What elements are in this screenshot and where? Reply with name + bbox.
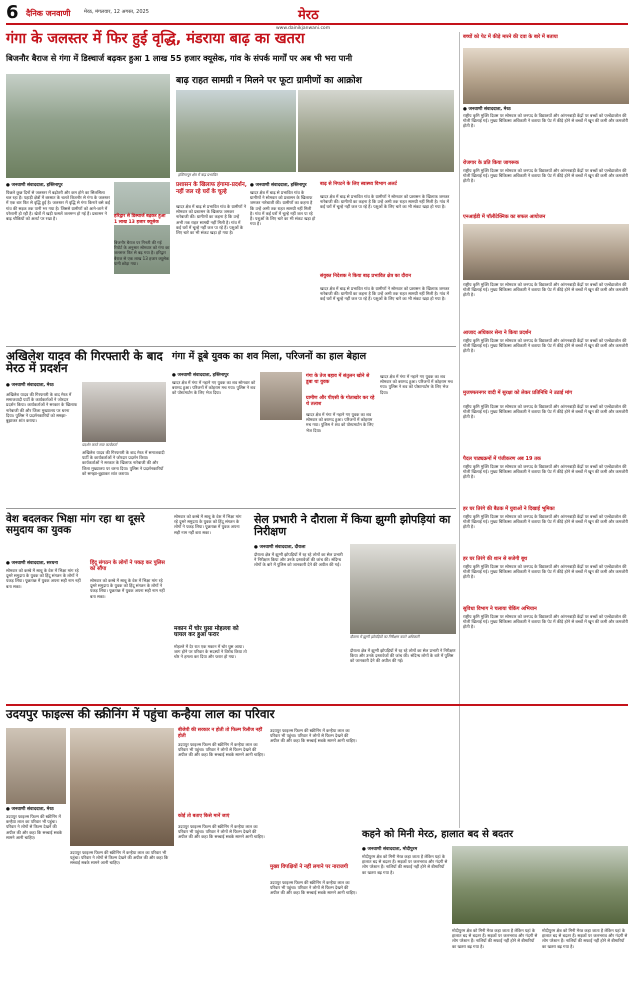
lead-body: पिछले कुछ दिनों से जलस्तर में बढ़ोतरी और कम होने का सिलसिला चल रहा है। पहाड़ी क्षेत्रों में बरसात के चलते बिजनौर से गंगा के जलस्तर में एक बार फिर से वृद्धि हुई है। जलस्तर में वृद्धि से गंगा किनारे बसे कई गांव की सड़क तक पानी भर गया है। जिससे ग्रामीणों को आने-जाने में परेशानी हो रही है। खेतों में खड़ी फसलें जलमग्न हो गई हैं। प्रशासन ने बाढ़ चौकियों को अलर्ट पर रखा है। <box>6 190 110 222</box>
relief-sub1: प्रशासन के खिलाफ हंगामा-प्रदर्शन, नहीं जल रहे घरों के चूल्हे <box>176 182 247 195</box>
right-sub2-body: राष्ट्रीय कृमि मुक्ति दिवस पर सोमवार को जनपद के विद्यालयों और आंगनबाड़ी केंद्रों पर बच्चों को एल्बेंडाजोल की गोली खिलाई गई। मुख्य चिकित्सा अधिकारी ने बताया कि पेट में कीड़े होने से बच्चों में खून की कमी और कमजोरी होती है। <box>463 282 628 298</box>
akhilesh-body-2: अखिलेश यादव की गिरफ्तारी के बाद मेरठ में समाजवादी पार्टी के कार्यकर्ताओं ने जोरदार प्रदर्शन किया। कार्यकर्ताओं ने सरकार के खिलाफ नारेबाजी की और जिला मुख्यालय पर धरना दिया। पुलिस ने प्रदर्शनकारियों को समझा-बुझाकर शांत कराया। <box>82 450 165 476</box>
relief-byline: ● जनवाणी संवाददाता, हस्तिनापुर <box>250 183 307 188</box>
relief-body-2: खादर क्षेत्र में बाढ़ से प्रभावित गांव के ग्रामीणों ने सोमवार को प्रशासन के खिलाफ जमकर नारेबाजी की। ग्रामीणों का कहना है कि उन्हें अभी तक राहत सामग्री नहीं मिली है। गांव में कई घरों में चूल्हे नहीं जल पा रहे हैं। पशुओं के लिए चारे का भी संकट खड़ा हो गया है। <box>176 204 246 236</box>
house-body: मोहल्ले में देर रात एक मकान में चोर घुस आया। जाग होने पर परिवार के सदस्यों ने विरोध किया तो चोर ने हमला कर दिया और फरार हो गया। <box>174 644 247 660</box>
sector-headline: सेल प्रभारी ने दौराला में किया झुग्गी झोपड़ियां का निरीक्षण <box>254 513 451 538</box>
right-sub2-photo <box>463 224 629 280</box>
right-sub6: हर घर तिरंगे की बैठक में युवाओं ने दिखाई भूमिका <box>463 506 555 512</box>
drowned-body-3: खादर क्षेत्र में गंगा में नहाने गए युवक का शव सोमवार को बरामद हुआ। परिजनों में कोहराम मच गया। पुलिस ने शव को पोस्टमार्टम के लिए भेज दिया। <box>380 374 453 395</box>
drowned-byline: ● जनवाणी संवाददाता, हस्तिनापुर <box>172 373 229 378</box>
relief-photo <box>176 90 296 172</box>
right-sub5-body: राष्ट्रीय कृमि मुक्ति दिवस पर सोमवार को जनपद के विद्यालयों और आंगनबाड़ी केंद्रों पर बच्चों को एल्बेंडाजोल की गोली खिलाई गई। मुख्य चिकित्सा अधिकारी ने बताया कि पेट में कीड़े होने से बच्चों में खून की कमी और कमजोरी होती है। <box>463 464 628 480</box>
masthead-rule <box>6 23 628 25</box>
udaipur-sub1: बीजेपी की सरकार न होती तो फिल्म रिलीज नहीं होती <box>178 728 263 739</box>
right-top-byline: ● जनवाणी संवाददाता, मेरठ <box>463 107 511 112</box>
mid-rule-1 <box>6 346 456 347</box>
disguise-byline: ● जनवाणी संवाददाता, सरधना <box>6 561 58 566</box>
udaipur-body-5: उदयपुर फाइल्स फिल्म की स्क्रीनिंग में कन्हैया लाल का परिवार भी पहुंचा। परिवार ने लोगों से फिल्म देखने की अपील की और कहा कि सच्चाई सबके सामने आनी चाहिए। <box>270 728 357 744</box>
right-sub7-body: राष्ट्रीय कृमि मुक्ति दिवस पर सोमवार को जनपद के विद्यालयों और आंगनबाड़ी केंद्रों पर बच्चों को एल्बेंडाजोल की गोली खिलाई गई। मुख्य चिकित्सा अधिकारी ने बताया कि पेट में कीड़े होने से बच्चों में खून की कमी और कमजोरी होती है। <box>463 564 628 580</box>
right-sub7: हर घर तिरंगे की शान से सजेगी बूथ <box>463 556 528 562</box>
disguise-headline: वेश बदलकर भिक्षा मांग रहा था दूसरे समुदाय का युवक <box>6 513 145 536</box>
relief-sub3: संयुक्त निदेशक ने किया बाढ़ प्रभावित क्षेत्र का दौरान <box>320 274 412 279</box>
right-sub1: रोजगार के प्रति किया जागरूक <box>463 160 519 166</box>
disguise-sub1: हिंदू संगठन के लोगों ने पकड़ कर पुलिस को सौंपा <box>90 560 165 573</box>
disguise-body-3: सोमवार को कस्बे में साधु के वेश में भिक्षा मांग रहे दूसरे समुदाय के युवक को हिंदू संगठन के लोगों ने पकड़ लिया। पूछताछ में युवक अपना सही नाम नहीं बता सका। <box>174 514 242 535</box>
drowned-body-2: खादर क्षेत्र में गंगा में नहाने गए युवक का शव सोमवार को बरामद हुआ। परिजनों में कोहराम मच गया। पुलिस ने शव को पोस्टमार्टम के लिए भेज दिया। <box>306 412 374 433</box>
sector-body: दौराला क्षेत्र में झुग्गी झोपड़ियों में रह रहे लोगों का सेल प्रभारी ने निरीक्षण किया और उनके दस्तावेजों की जांच की। संदिग्ध लोगों के बारे में पुलिस को जानकारी देने की अपील की गई। <box>254 552 343 568</box>
relief-photo-caption: हस्तिनापुर क्षेत्र में बाढ़ प्रभावित <box>178 173 218 177</box>
sector-photo-caption: दौराला में झुग्गी झोपड़ियों का निरीक्षण करते अधिकारी <box>350 635 420 639</box>
lead-box-body: बिजनौर बैराज पर गिनती की गई रिपोर्ट के अनुसार सोमवार को गंगा का जलस्तर फिर से बढ़ गया है। हरिद्वार बैराज से एक लाख 13 हजार क्यूसेक पानी छोड़ा गया। <box>114 240 170 266</box>
right-sub6-body: राष्ट्रीय कृमि मुक्ति दिवस पर सोमवार को जनपद के विद्यालयों और आंगनबाड़ी केंद्रों पर बच्चों को एल्बेंडाजोल की गोली खिलाई गई। मुख्य चिकित्सा अधिकारी ने बताया कि पेट में कीड़े होने से बच्चों में खून की कमी और कमजोरी होती है। <box>463 514 628 530</box>
city-body-3: मोदीपुरम क्षेत्र को मिनी मेरठ कहा जाता है लेकिन यहां के हालात बद से बदतर हैं। सड़कों पर जलभराव और गंदगी से लोग परेशान हैं। नालियों की सफाई नहीं होने से बीमारियों का खतरा बढ़ गया है। <box>542 928 628 949</box>
sector-body-2: दौराला क्षेत्र में झुग्गी झोपड़ियों में रह रहे लोगों का सेल प्रभारी ने निरीक्षण किया और उनके दस्तावेजों की जांच की। संदिग्ध लोगों के बारे में पुलिस को जानकारी देने की अपील की गई। <box>350 648 456 664</box>
lead-headline: गंगा के जलस्तर में फिर हुई वृद्धि, मंडराया बाढ़ का खतरा <box>6 31 305 47</box>
lead-box-head: हरिद्वार से डिस्चार्ज बढ़कर हुआ 1 लाख 13 हजार क्यूसेक <box>114 214 170 225</box>
right-sub3: आजाद अधिकार सेना ने किया प्रदर्शन <box>463 330 532 336</box>
udaipur-byline: ● जनवाणी संवाददाता, मेरठ <box>6 807 54 812</box>
masthead <box>6 2 628 31</box>
drowned-sub1: गंगा के तेज बहाव में संतुलन खोने से डूबा था युवक <box>306 374 370 385</box>
section-title: मेरठ <box>298 8 319 23</box>
udaipur-body: उदयपुर फाइल्स फिल्म की स्क्रीनिंग में कन्हैया लाल का परिवार भी पहुंचा। परिवार ने लोगों से फिल्म देखने की अपील की और कहा कि सच्चाई सबके सामने आनी चाहिए। <box>6 814 62 840</box>
akhilesh-photo <box>82 382 166 442</box>
udaipur-body-2: उदयपुर फाइल्स फिल्म की स्क्रीनिंग में कन्हैया लाल का परिवार भी पहुंचा। परिवार ने लोगों से फिल्म देखने की अपील की और कहा कि सच्चाई सबके सामने आनी चाहिए। <box>70 850 169 866</box>
udaipur-body-3: उदयपुर फाइल्स फिल्म की स्क्रीनिंग में कन्हैया लाल का परिवार भी पहुंचा। परिवार ने लोगों से फिल्म देखने की अपील की और कहा कि सच्चाई सबके सामने आनी चाहिए। <box>178 742 265 758</box>
relief-sub2: बाढ़ से निपटने के लिए स्वास्थ्य विभाग अलर्ट <box>320 182 397 187</box>
city-headline: कहने को मिनी मेरठ, हालात बद से बदतर <box>362 830 628 841</box>
right-sub4: मुजफ्फरनगर वादी में सुरक्षा को लेकर प्रतिनिधि ने उठाई मांग <box>463 390 573 396</box>
relief-sub3-body: खादर क्षेत्र में बाढ़ से प्रभावित गांव के ग्रामीणों ने सोमवार को प्रशासन के खिलाफ जमकर नारेबाजी की। ग्रामीणों का कहना है कि उन्हें अभी तक राहत सामग्री नहीं मिली है। गांव में कई घरों में चूल्हे नहीं जल पा रहे हैं। पशुओं के लिए चारे का भी संकट खड़ा हो गया है। <box>320 286 450 302</box>
city-byline: ● जनवाणी संवाददाता, मोदीपुरम <box>362 847 418 852</box>
udaipur-sub3: कोई तो बताए किसे मानें जाएं <box>178 814 230 819</box>
lead-byline: ● जनवाणी संवाददाता, हस्तिनापुर <box>6 183 63 188</box>
relief-body: खादर क्षेत्र में बाढ़ से प्रभावित गांव के ग्रामीणों ने सोमवार को प्रशासन के खिलाफ जमकर नारेबाजी की। ग्रामीणों का कहना है कि उन्हें अभी तक राहत सामग्री नहीं मिली है। गांव में कई घरों में चूल्हे नहीं जल पा रहे हैं। पशुओं के लिए चारे का भी संकट खड़ा हो गया है। <box>250 190 316 227</box>
disguise-body: सोमवार को कस्बे में साधु के वेश में भिक्षा मांग रहे दूसरे समुदाय के युवक को हिंदू संगठन के लोगों ने पकड़ लिया। पूछताछ में युवक अपना सही नाम नहीं बता सका। <box>6 568 81 589</box>
relief-sub2-body: खादर क्षेत्र में बाढ़ से प्रभावित गांव के ग्रामीणों ने सोमवार को प्रशासन के खिलाफ जमकर नारेबाजी की। ग्रामीणों का कहना है कि उन्हें अभी तक राहत सामग्री नहीं मिली है। गांव में कई घरों में चूल्हे नहीं जल पा रहे हैं। पशुओं के लिए चारे का भी संकट खड़ा हो गया है। <box>320 194 450 210</box>
right-top-headline: बच्चों को पेट में कीड़े मारने की दवा के बारे में बताया <box>463 34 558 40</box>
drowned-photo <box>260 372 302 420</box>
right-sub3-body: राष्ट्रीय कृमि मुक्ति दिवस पर सोमवार को जनपद के विद्यालयों और आंगनबाड़ी केंद्रों पर बच्चों को एल्बेंडाजोल की गोली खिलाई गई। मुख्य चिकित्सा अधिकारी ने बताया कि पेट में कीड़े होने से बच्चों में खून की कमी और कमजोरी होती है। <box>463 338 628 354</box>
flood-photo-1 <box>6 74 170 178</box>
right-top-photo <box>463 48 629 104</box>
page-number: 6 <box>6 2 19 23</box>
sector-byline: ● जनवाणी संवाददाता, दौराला <box>254 545 306 550</box>
house-headline: मकान में चोर घुसा मोहल्ला को घायल कर हुआ फरार <box>174 626 239 639</box>
sector-photo <box>350 544 456 634</box>
akhilesh-headline: अखिलेश यादव की गिरफ्तारी के बाद मेरठ में प्रदर्शन <box>6 349 163 376</box>
right-sub8-body: राष्ट्रीय कृमि मुक्ति दिवस पर सोमवार को जनपद के विद्यालयों और आंगनबाड़ी केंद्रों पर बच्चों को एल्बेंडाजोल की गोली खिलाई गई। मुख्य चिकित्सा अधिकारी ने बताया कि पेट में कीड़े होने से बच्चों में खून की कमी और कमजोरी होती है। <box>463 614 628 630</box>
city-photo <box>452 846 628 924</box>
akhilesh-photo-caption: प्रदर्शन करते सपा कार्यकर्ता <box>82 443 118 447</box>
right-col-divider <box>459 32 460 828</box>
bottom-rule <box>6 704 628 706</box>
udaipur-headline: उदयपुर फाइल्स की स्क्रीनिंग में पहुंचा कन्हैया लाल का परिवार <box>6 707 275 721</box>
udaipur-body-6: उदयपुर फाइल्स फिल्म की स्क्रीनिंग में कन्हैया लाल का परिवार भी पहुंचा। परिवार ने लोगों से फिल्म देखने की अपील की और कहा कि सच्चाई सबके सामने आनी चाहिए। <box>270 880 357 896</box>
right-top-body: राष्ट्रीय कृमि मुक्ति दिवस पर सोमवार को जनपद के विद्यालयों और आंगनबाड़ी केंद्रों पर बच्चों को एल्बेंडाजोल की गोली खिलाई गई। मुख्य चिकित्सा अधिकारी ने बताया कि पेट में कीड़े होने से बच्चों में खून की कमी और कमजोरी होती है। <box>463 113 628 129</box>
drowned-headline: गंगा में डूबे युवक का शव मिला, परिजनों का हाल बेहाल <box>172 351 367 362</box>
drowned-body: खादर क्षेत्र में गंगा में नहाने गए युवक का शव सोमवार को बरामद हुआ। परिजनों में कोहराम मच गया। पुलिस ने शव को पोस्टमार्टम के लिए भेज दिया। <box>172 380 256 396</box>
akhilesh-byline: ● जनवाणी संवाददाता, मेरठ <box>6 383 54 388</box>
place-date: मेरठ, मंगलवार, 12 अगस्त, 2025 <box>84 9 149 15</box>
relief-photo-2 <box>298 90 454 172</box>
paper-name: दैनिक जनवाणी <box>26 9 71 18</box>
drowned-sub2: ग्रामीण और पीएसी के गोताखोर कर रहे थे तलाश <box>306 396 375 407</box>
mid-rule-2 <box>6 508 456 509</box>
right-sub1-body: राष्ट्रीय कृमि मुक्ति दिवस पर सोमवार को जनपद के विद्यालयों और आंगनबाड़ी केंद्रों पर बच्चों को एल्बेंडाजोल की गोली खिलाई गई। मुख्य चिकित्सा अधिकारी ने बताया कि पेट में कीड़े होने से बच्चों में खून की कमी और कमजोरी होती है। <box>463 168 628 184</box>
right-sub2: एनआईडी में पॉलीटेक्निक का सफल आयोजन <box>463 214 546 220</box>
right-sub8: सुविधा विभाग ने चलाया चेकिंग अभियान <box>463 606 537 612</box>
city-body: मोदीपुरम क्षेत्र को मिनी मेरठ कहा जाता है लेकिन यहां के हालात बद से बदतर हैं। सड़कों पर जलभराव और गंदगी से लोग परेशान हैं। नालियों की सफाई नहीं होने से बीमारियों का खतरा बढ़ गया है। <box>362 854 448 875</box>
right-sub5: पैदल पाठ्यक्रमों में पंजीकरण अब 19 तक <box>463 456 541 462</box>
city-body-2: मोदीपुरम क्षेत्र को मिनी मेरठ कहा जाता है लेकिन यहां के हालात बद से बदतर हैं। सड़कों पर जलभराव और गंदगी से लोग परेशान हैं। नालियों की सफाई नहीं होने से बीमारियों का खतरा बढ़ गया है। <box>452 928 538 949</box>
udaipur-photo-2 <box>70 728 174 846</box>
lead-subhead: बिजनौर बैराज से गंगा में डिस्चार्ज बढ़कर हुआ 1 लाख 55 हजार क्यूसेक, गांव के संपर्क मार्गों पर अब भी भरा पानी <box>6 53 353 63</box>
udaipur-body-4: उदयपुर फाइल्स फिल्म की स्क्रीनिंग में कन्हैया लाल का परिवार भी पहुंचा। परिवार ने लोगों से फिल्म देखने की अपील की और कहा कि सच्चाई सबके सामने आनी चाहिए। <box>178 824 265 840</box>
akhilesh-body: अखिलेश यादव की गिरफ्तारी के बाद मेरठ में समाजवादी पार्टी के कार्यकर्ताओं ने जोरदार प्रदर्शन किया। कार्यकर्ताओं ने सरकार के खिलाफ नारेबाजी की और जिला मुख्यालय पर धरना दिया। पुलिस ने प्रदर्शनकारियों को समझा-बुझाकर शांत कराया। <box>6 392 77 424</box>
disguise-body-2: सोमवार को कस्बे में साधु के वेश में भिक्षा मांग रहे दूसरे समुदाय के युवक को हिंदू संगठन के लोगों ने पकड़ लिया। पूछताछ में युवक अपना सही नाम नहीं बता सका। <box>90 578 165 599</box>
udaipur-photo-1 <box>6 728 66 804</box>
website[interactable]: www.dainikjanwani.com <box>276 26 331 31</box>
right-sub4-body: राष्ट्रीय कृमि मुक्ति दिवस पर सोमवार को जनपद के विद्यालयों और आंगनबाड़ी केंद्रों पर बच्चों को एल्बेंडाजोल की गोली खिलाई गई। मुख्य चिकित्सा अधिकारी ने बताया कि पेट में कीड़े होने से बच्चों में खून की कमी और कमजोरी होती है। <box>463 404 628 420</box>
udaipur-sub2: मुख्य विपक्षियों ने नहीं लगाने पर नाराजगी <box>270 864 348 870</box>
relief-headline: बाढ़ राहत सामग्री न मिलने पर फूटा ग्रामीणों का आक्रोश <box>176 75 362 86</box>
